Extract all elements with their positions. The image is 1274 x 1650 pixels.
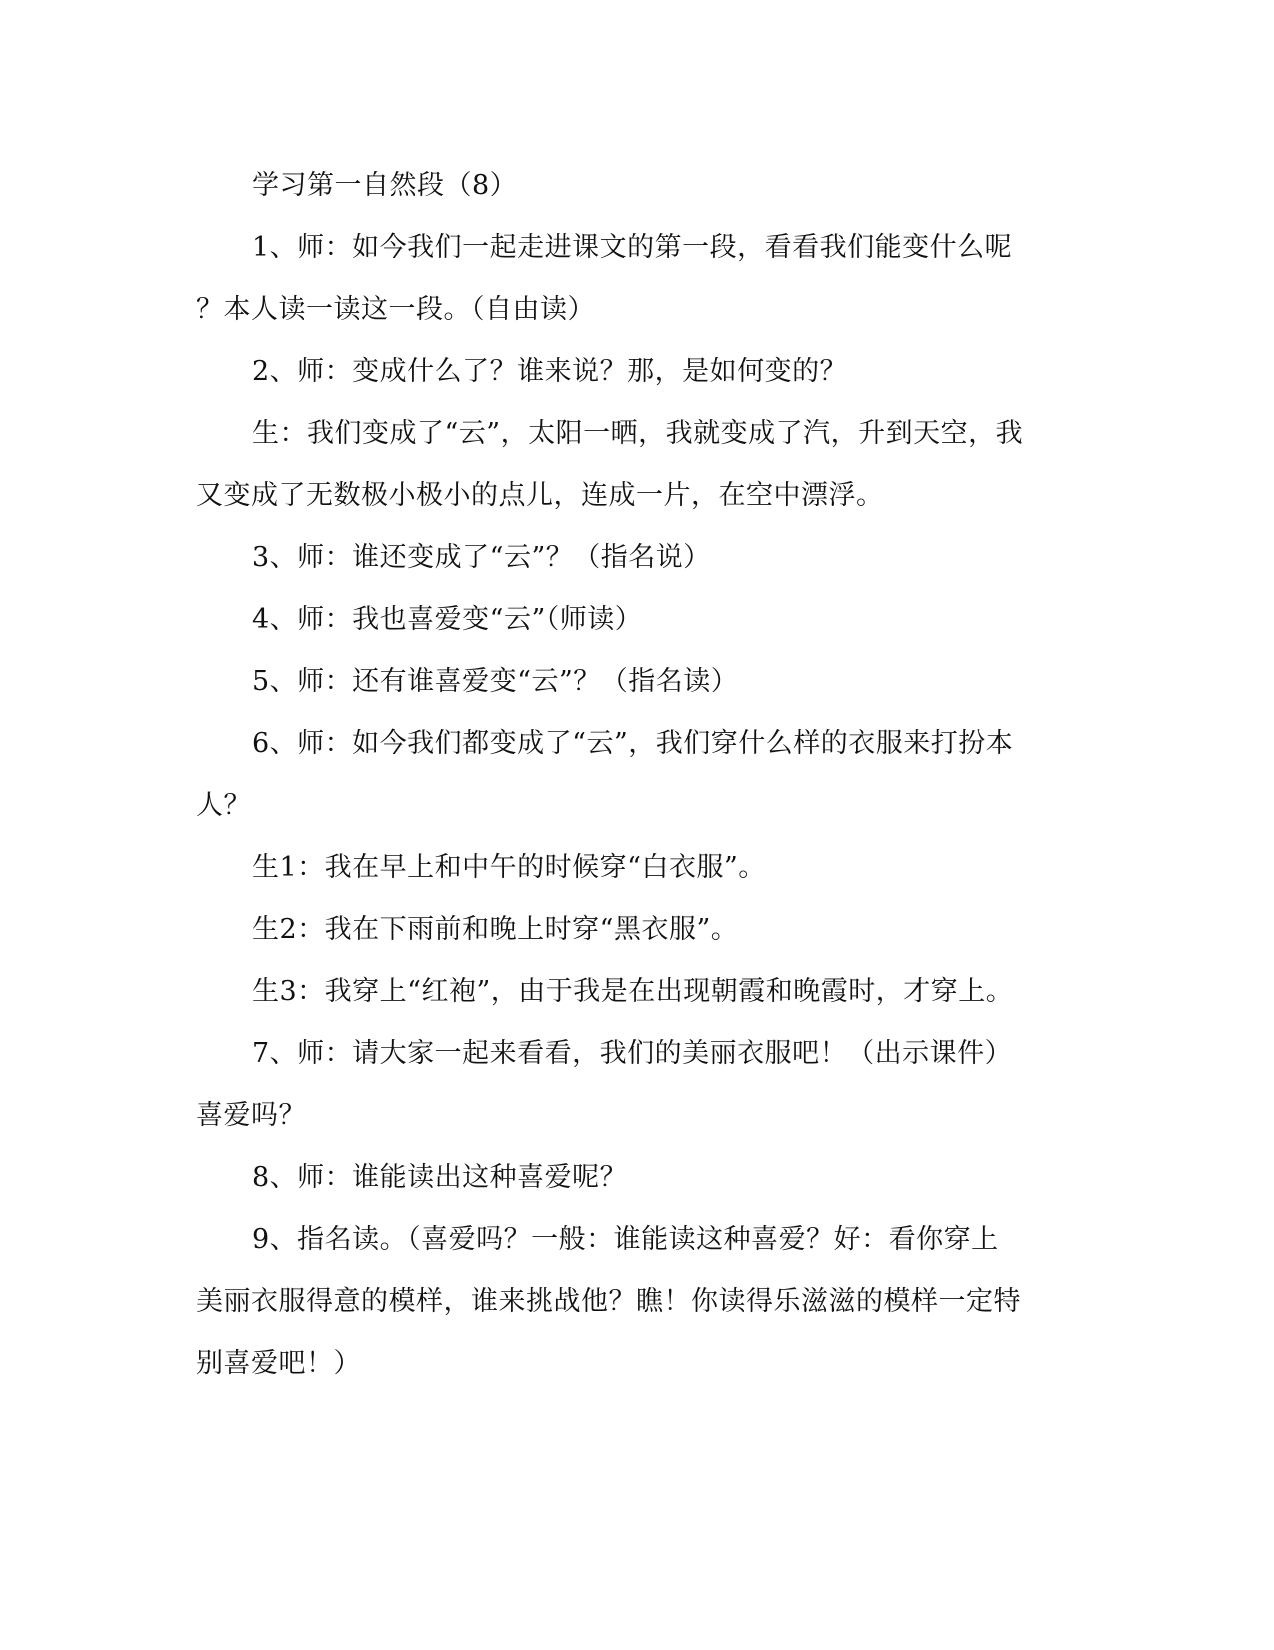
text-line: ？本人读一读这一段。（自由读）	[196, 294, 595, 325]
text-line: 生：我们变成了“云”，太阳一晒，我就变成了汽，升到天空，我	[252, 418, 1024, 449]
text-line: 人？	[196, 790, 251, 821]
text-line: 4、师：我也喜爱变“云”（师读）	[252, 604, 643, 635]
text-line: 6、师：如今我们都变成了“云”，我们穿什么样的衣服来打扮本	[252, 728, 1014, 759]
text-line: 别喜爱吧！）	[196, 1348, 361, 1379]
text-line: 3、师：谁还变成了“云”？（指名说）	[252, 542, 711, 573]
text-line: 生3：我穿上“红袍”，由于我是在出现朝霞和晚霞时，才穿上。	[252, 976, 1014, 1007]
text-line: 喜爱吗？	[196, 1100, 306, 1131]
text-line: 7、师：请大家一起来看看，我们的美丽衣服吧！（出示课件）	[252, 1038, 1013, 1069]
text-line: 又变成了无数极小极小的点儿，连成一片，在空中漂浮。	[196, 480, 884, 511]
text-line: 5、师：还有谁喜爱变“云”？（指名读）	[252, 666, 739, 697]
text-line: 2、师：变成什么了？谁来说？那，是如何变的？	[252, 356, 848, 387]
text-line: 1、师：如今我们一起走进课文的第一段，看看我们能变什么呢	[252, 232, 1013, 263]
text-line: 美丽衣服得意的模样，谁来挑战他？瞧！你读得乐滋滋的模样一定特	[196, 1286, 1021, 1317]
text-line: 生1：我在早上和中午的时候穿“白衣服”。	[252, 852, 766, 883]
text-line: 生2：我在下雨前和晚上时穿“黑衣服”。	[252, 914, 739, 945]
section-heading: 学习第一自然段（8）	[252, 170, 518, 201]
text-line: 9、指名读。（喜爱吗？一般：谁能读这种喜爱？好：看你穿上	[252, 1224, 999, 1255]
text-line: 8、师：谁能读出这种喜爱呢？	[252, 1162, 628, 1193]
